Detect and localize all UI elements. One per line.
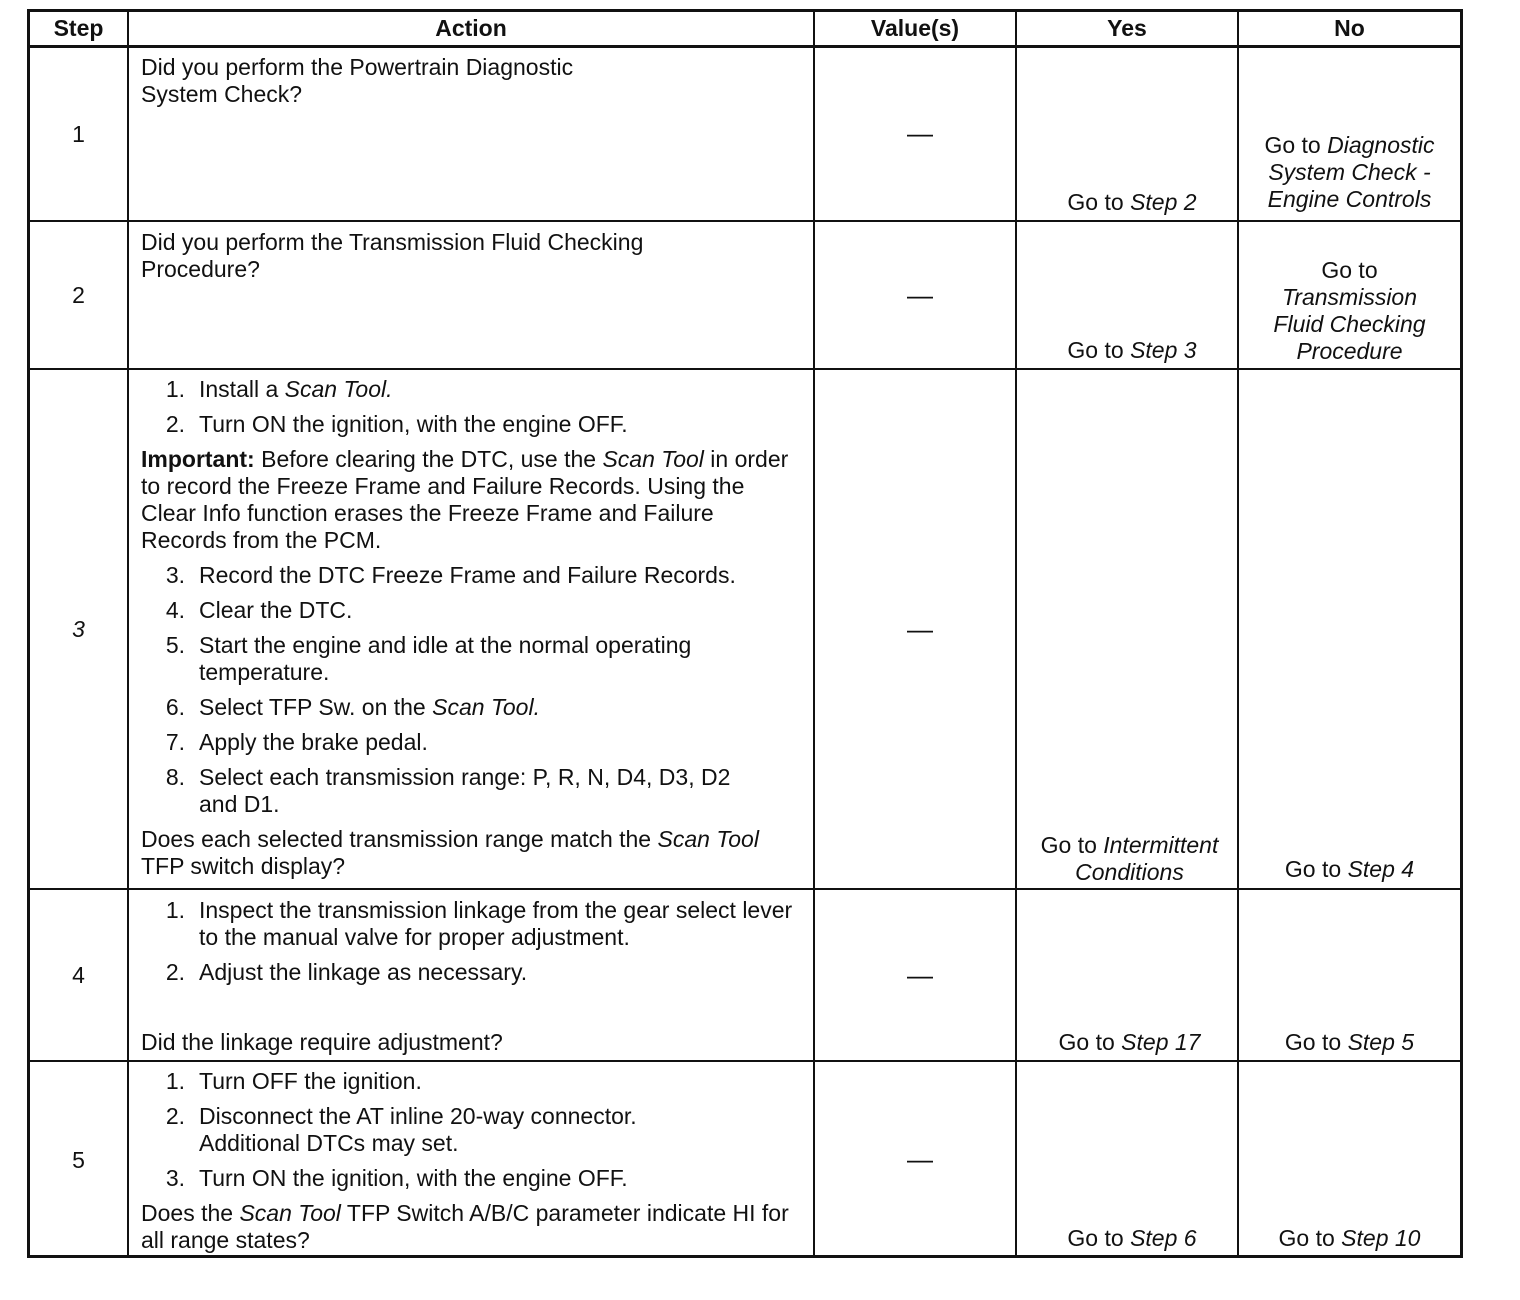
yes-link[interactable]: Step 17 [1121,1029,1201,1055]
no-link[interactable]: Step 10 [1341,1225,1421,1251]
yes-prefix: Go to [1067,337,1124,363]
yes-result [1017,1029,1242,1056]
yes-prefix: Go to [1067,1225,1124,1251]
row-divider [27,1060,1463,1062]
list-item: 3. Record the DTC Freeze Frame and Failure Records. [165,562,736,588]
action-question: Does the Scan Tool TFP Switch A/B/C parameter indicate HI for all range states? [141,1200,789,1253]
action-question: Did you perform the Powertrain Diagnostic System Check? [141,54,574,107]
step-number: 2 [72,282,85,308]
step-number [30,616,127,643]
yes-link[interactable]: Intermittent Conditions [1075,832,1219,885]
numbered-list [141,562,799,818]
no-prefix: Go to [1284,1029,1342,1055]
col-border-right [1460,9,1463,1258]
yes-result [1017,1225,1247,1252]
yes-prefix: Go to [1040,832,1097,858]
row-divider [27,368,1463,370]
value-dash: — [907,280,933,310]
action-question: Does each selected transmission range match the Scan Tool TFP switch display? [141,826,759,879]
header-yes: Yes [1107,15,1147,41]
list-item: 2. Turn ON the ignition, with the engine OFF. [165,411,628,437]
action-question: Did the linkage require adjustment? [141,1029,503,1055]
list-item: 8. Select each transmission range: P, R, N, D4, D3, D2 and D1. [165,764,731,817]
important-note: Important: Before clearing the DTC, use the Scan Tool in order to record the Freeze Frame and Failure Records. Using the Clear Info function erases the Freeze Frame and Failure Records from the PCM. [141,446,789,553]
value-dash: — [907,1144,933,1174]
no-result [1239,257,1460,365]
yes-link[interactable]: Step 6 [1130,1225,1197,1251]
no-link[interactable]: Transmission Fluid Checking Procedure [1273,284,1426,364]
header-values: Value(s) [870,15,960,41]
step-number-text: 3 [72,616,85,642]
no-prefix: Go to [1264,132,1321,158]
list-item: 6. Select TFP Sw. on the Scan Tool. [165,694,540,720]
no-prefix: Go to [1321,257,1378,283]
list-item: 2. Disconnect the AT inline 20-way connector. Additional DTCs may set. [165,1103,637,1156]
list-item: 1. Turn OFF the ignition. [165,1068,422,1094]
header-action: Action [435,15,507,41]
list-item: 2. Adjust the linkage as necessary. [165,959,528,985]
value-dash: — [907,614,933,644]
step-number: 5 [72,1147,85,1173]
list-item: 7. Apply the brake pedal. [165,729,428,755]
table-border-bottom [27,1255,1463,1258]
action-cell [129,376,813,880]
yes-result [1017,337,1247,364]
yes-prefix: Go to [1058,1029,1115,1055]
yes-result [1017,832,1242,886]
yes-prefix: Go to [1067,189,1124,215]
no-link[interactable]: Step 4 [1347,856,1415,882]
yes-result [1017,189,1247,216]
no-prefix: Go to [1278,1225,1335,1251]
action-cell [129,897,813,994]
yes-link[interactable]: Step 2 [1130,189,1197,215]
list-item: 4. Clear the DTC. [165,597,353,623]
no-result [1239,1029,1460,1056]
no-link[interactable]: Step 5 [1347,1029,1415,1055]
list-item: 1. Install a Scan Tool. [165,376,393,402]
step-number: 4 [72,962,85,988]
no-result [1239,132,1460,213]
row-divider [27,220,1463,222]
numbered-list [141,897,799,986]
value-dash: — [907,960,933,990]
list-item: 1. Inspect the transmission linkage from the gear select lever to the manual valve for proper adjustment. [165,897,793,950]
no-prefix: Go to [1284,856,1342,882]
numbered-list [141,376,799,438]
numbered-list [141,1068,799,1192]
no-link[interactable]: Diagnostic System Check - Engine Controls [1267,132,1435,212]
header-no: No [1334,15,1365,41]
step-number: 1 [72,121,85,147]
value-dash: — [907,118,933,148]
yes-link[interactable]: Step 3 [1130,337,1197,363]
row-divider [27,888,1463,890]
action-question: Did you perform the Transmission Fluid Checking Procedure? [141,229,644,282]
no-result [1239,856,1460,883]
no-result [1239,1225,1460,1252]
list-item: 5. Start the engine and idle at the normal operating temperature. [165,632,692,685]
list-item: 3. Turn ON the ignition, with the engine OFF. [165,1165,628,1191]
action-cell [129,1068,813,1254]
header-step: Step [53,15,104,41]
